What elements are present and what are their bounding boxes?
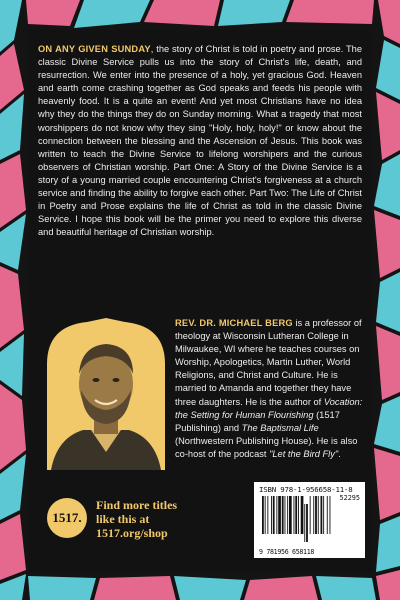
description-lead: ON ANY GIVEN SUNDAY [38,44,151,54]
author-bio [175,317,365,461]
barcode-bar [265,496,266,534]
barcode-bar [278,496,281,534]
barcode-bar [289,496,292,534]
more-titles-link [96,498,206,540]
barcode-bar [271,496,272,534]
barcode-bar [321,496,323,534]
barcode-bar [267,496,268,534]
barcode-bar [327,496,328,534]
barcode-bar [273,496,275,534]
bio-text: (1517 Publishing) and [175,409,340,433]
barcode-bar [310,496,311,534]
barcode-addon-digits: 52295 [339,494,360,502]
more-titles-line: like this at [96,512,150,526]
book-title-vocation: Vocation: the Setting for Human Flourishing [175,396,363,420]
book-description [38,43,362,239]
publisher-logo [47,498,87,538]
barcode-bar [294,496,295,534]
barcode-bar [323,496,324,534]
bio-text: (Northwestern Publishing House). He is also co-host of the podcast [175,435,358,459]
author-name: REV. DR. MICHAEL BERG [175,318,293,328]
barcode-bar [306,504,308,542]
barcode-bar [295,496,297,534]
barcode-graphic [262,496,360,544]
isbn-label: ISBN 978-1-956658-11-8 [259,485,353,494]
isbn-barcode-box [254,482,365,558]
barcode-bar [315,496,317,534]
podcast-title: "Let the Bird Fly" [269,448,339,459]
barcode-bar [285,496,286,534]
more-titles-line: Find more titles [96,498,178,512]
publisher-logo-text: 1517. [52,510,82,525]
barcode-bar [318,496,319,534]
barcode-bar [276,496,277,534]
barcode-bar [282,496,284,534]
book-title-baptismal-life: The Baptismal Life [241,422,319,433]
barcode-bar [330,496,331,534]
barcode-digits: 9 781956 658118 [259,548,315,556]
bio-text: is a professor of theology at Wisconsin Lutheran College in Milwaukee, WI where he teaches courses on Worship, Apologetics, Martin Luther, World Religions, and Christ and Culture. He is married to Amanda and together they have three daughters. He is the author of [175,318,362,407]
barcode-bar [287,496,288,534]
barcode-bar [262,496,264,534]
description-text: , the story of Christ is told in poetry and prose. The classic Divine Service pulls us into the story of Christ's life, death, and resurrection. We enter into the presence of a holy, yet gracious God. Heaven and earth come crashing together as God speaks and feeds his people with heavenly food. It is a quite an event! And yet most Christians have no idea why they do the things they do on Sunday morning. What a tragedy that most worshippers do not know why they sing "Holy, holy, holy!" or know about the connection between the blessing and the Ascension of Jesus. This book was written to teach the Divine Service to lifelong worshipers and the curious observers of Christian worship. Part One: A Story of the Divine Service is a story of a young married couple encountering Christ's forgiveness at a church service and finding the ability to forgive each other. Part Two: The Life of Christ in Poetry and Prose explains the life of Christ as told in the classic Divine Service. I hope this book will be the primer you need to explore this diverse and beautiful heritage of Christian worship. [38,44,362,238]
bio-text: . [338,448,341,459]
barcode-bar [301,496,304,534]
barcode-bar [313,496,314,534]
shop-url: 1517.org/shop [96,526,168,540]
author-photo [47,318,165,470]
barcode-bar [298,496,299,534]
barcode-bar [304,504,305,542]
